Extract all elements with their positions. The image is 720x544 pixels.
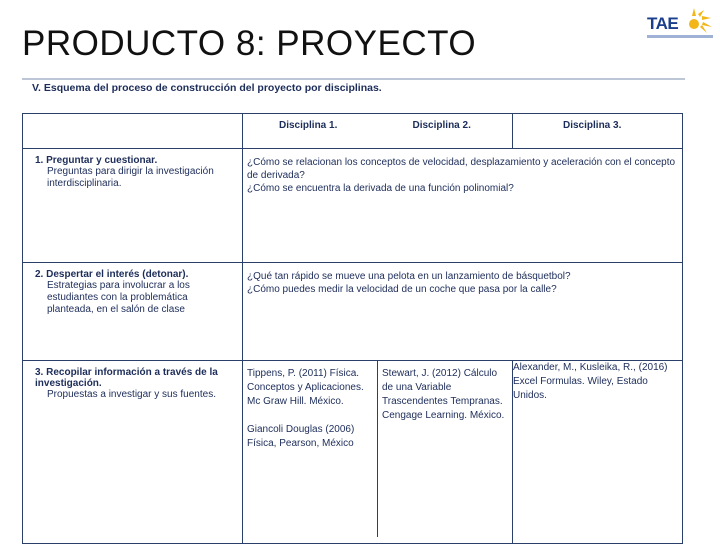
reference-text: Giancoli Douglas (2006) Física, Pearson, México — [247, 424, 355, 449]
table-row — [23, 149, 683, 263]
reference-text: Alexander, M., Kusleika, R., (2016) Excel Formulas. Wiley, Estado Unidos. — [513, 362, 668, 401]
row-content-cell — [243, 263, 683, 361]
reference-text: Stewart, J. (2012) Cálculo de una Variable Trascendentes Tempranas. Cengage Learning. México. — [382, 368, 505, 421]
disciplines-table — [22, 113, 683, 544]
row-description: Propuestas a investigar y sus fuentes. — [47, 389, 216, 400]
question-text: ¿Qué tan rápido se mueve una pelota en un lanzamiento de básquetbol? — [247, 271, 571, 282]
question-text: ¿Cómo se encuentra la derivada de una función polinomial? — [247, 183, 514, 194]
document-heading: V. Esquema del proceso de construcción del proyecto por disciplinas. — [32, 82, 382, 94]
row-content-cell — [243, 361, 513, 544]
row-content-cell — [513, 361, 683, 544]
table-row — [23, 263, 683, 361]
question-text: ¿Cómo se relacionan los conceptos de velocidad, desplazamiento y aceleración con el concepto de derivada? — [247, 157, 676, 181]
row-label-cell — [23, 149, 243, 263]
table-header-row — [23, 114, 683, 149]
column-header-2: Disciplina 2. — [412, 120, 471, 131]
row-label-cell — [23, 263, 243, 361]
column-header-1: Disciplina 1. — [279, 120, 338, 131]
row-title: 2. Despertar el interés (detonar). — [35, 269, 189, 280]
row-title: 3. Recopilar información a través de la investigación. — [35, 367, 218, 389]
row-content-cell — [243, 149, 683, 263]
table-row — [23, 361, 683, 544]
row-description: Estrategias para involucrar a los estudiantes con la problemática planteada, en el salón de clase — [47, 280, 190, 315]
reference-text: Tippens, P. (2011) Física. Conceptos y Aplicaciones. Mc Graw Hill. México. — [247, 368, 364, 407]
question-text: ¿Cómo puedes medir la velocidad de un coche que pasa por la calle? — [247, 284, 557, 295]
document-image — [22, 80, 685, 532]
row-description: Preguntas para dirigir la investigación interdisciplinaria. — [47, 166, 214, 189]
tae-logo — [647, 6, 713, 42]
logo-underline — [647, 35, 713, 38]
header-cell — [243, 114, 513, 149]
header-empty-cell — [23, 114, 243, 149]
header-cell — [513, 114, 683, 149]
row-title: 1. Preguntar y cuestionar. — [35, 155, 158, 166]
row-label-cell — [23, 361, 243, 544]
sun-icon — [685, 6, 713, 34]
slide-title: PRODUCTO 8: PROYECTO — [22, 24, 477, 63]
logo-text: TAE — [647, 14, 679, 33]
column-header-3: Disciplina 3. — [563, 120, 622, 131]
